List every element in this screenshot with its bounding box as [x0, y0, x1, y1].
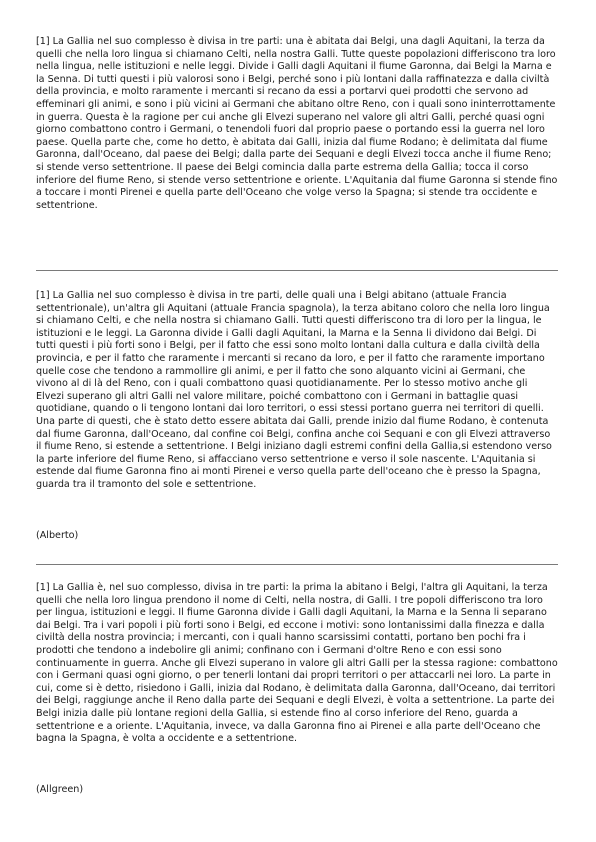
translation-3-text: [1] La Gallia è, nel suo complesso, divisa in tre parti: la prima la abitano i Belgi, l'altra gli Aquitani, la terza quelli che nella loro lingua prendono il nome di Celti, nella nostra, di Galli. I tre popoli differiscono tra loro per lingua, istituzioni e leggi. Il fiume Garonna divide i Galli dagli Aquitani, la Marna e la Senna li separano dai Belgi. Tra i vari popoli i più forti sono i Belgi, ed eccone i motivi: sono lontanissimi dalla finezza e dalla civiltà della nostra provincia; i mercanti, con i quali hanno scarsissimi contatti, portano ben pochi fra i prodotti che tendono a indebolire gli animi; confinano con i Germani d'oltre Reno e con essi sono continuamente in guerra. Anche gli Elvezi superano in valore gli altri Galli per la stessa ragione: combattono con i Germani quasi ogni giorno, o per tenerli lontani dai propri territori o per attaccarli nei loro. La parte in cui, come si è detto, risiedono i Galli, inizia dal Rodano, è delimitata dalla Garonna, dall'Oceano, dai territori dei Belgi, raggiunge anche il Reno dalla parte dei Sequani e degli Elvezi, è volta a settentrione. La parte dei Belgi inizia dalle più lontane regioni della Gallia, si estende fino al corso inferiore del Reno, guarda a settentrione e a oriente. L'Aquitania, invece, va dalla Garonna fino ai Pirenei e alla parte dell'Oceano che bagna la Spagna, è volta a occidente e a settentrione.	[36, 582, 558, 745]
translation-2-author: (Alberto)	[36, 530, 79, 541]
translation-2-text: [1] La Gallia nel suo complesso è divisa in tre parti, delle quali una i Belgi abitano (attuale Francia settentrionale), un'altra gli Aquitani (attuale Francia spagnola), la terza abitano coloro che nella loro lingua si chiamano Celti, e che nella nostra si chiamano Galli. Tutti questi differiscono tra di loro per la lingua, le istituzioni e le leggi. La Garonna divide i Galli dagli Aquitani, la Marna e la Senna li dividono dai Belgi. Di tutti questi i più forti sono i Belgi, per il fatto che essi sono molto lontani dalla cultura e dalla civiltà della provincia, e per il fatto che raramente i mercanti si recano da loro, e per il fatto che raramente importano quelle cose che tendono a rammollire gli animi, e per il fatto che sono alquanto vicini ai Germani, che vivono al di là del Reno, con i quali combattono quasi quotidianamente. Per lo stesso motivo anche gli Elvezi superano gli altri Galli nel valore militare, poiché combattono con i Germani in battaglie quasi quotidiane, quando o li tengono lontani dai loro territori, o essi stessi portano guerra nei territori di quelli. Una parte di questi, che è stato detto essere abitata dai Galli, prende inizio dal fiume Rodano, è contenuta dal fiume Garonna, dall'Oceano, dal confine coi Belgi, confina anche coi Sequani e con gli Elvezi attraverso il fiume Reno, si estende a settentrione. I Belgi iniziano dagli estremi confini della Gallia,si estendono verso la parte inferiore del fiume Reno, si affacciano verso settentrione e verso il sole nascente. L'Aquitania si estende dal fiume Garonna fino ai monti Pirenei e verso quella parte dell'oceano che è presso la Spagna, guarda tra il tramonto del sole e settentrione.	[36, 290, 552, 490]
translation-1-text: [1] La Gallia nel suo complesso è divisa in tre parti: una è abitata dai Belgi, una dagli Aquitani, la terza da quelli che nella loro lingua si chiamano Celti, nella nostra Galli. Tutte queste popolazioni differiscono tra loro nella lingua, nelle istituzioni e nelle leggi. Divide i Galli dagli Aquitani il fiume Garonna, dai Belgi la Marna e la Senna. Di tutti questi i più valorosi sono i Belgi, perché sono i più lontani dalla raffinatezza e dalla civiltà della provincia, e molto raramente i mercanti si recano da essi a portarvi quei prodotti che servono ad effeminari gli animi, e sono i più vicini ai Germani che abitano oltre Reno, con i quali sono ininterrottamente in guerra. Questa è la ragione per cui anche gli Elvezi superano nel valore gli altri Galli, perché quasi ogni giorno combattono contro i Germani, o tenendoli fuori dal proprio paese o portando essi la guerra nel loro paese. Quella parte che, come ho detto, è abitata dai Galli, inizia dal fiume Rodano; è delimitata dal fiume Garonna, dall'Oceano, dal paese dei Belgi; dalla parte dei Sequani e degli Elvezi tocca anche il fiume Reno; si stende verso settentrione. Il paese dei Belgi comincia dalla parte estrema della Gallia; tocca il corso inferiore del fiume Reno, si stende verso settentrione e oriente. L'Aquitania dal fiume Garonna si stende fino a toccare i monti Pirenei e quella parte dell'Oceano che volge verso la Spagna; si stende tra occidente e settentrione.	[36, 36, 558, 211]
separator-2	[36, 564, 558, 565]
translation-3-author: (Allgreen)	[36, 784, 84, 795]
separator-1	[36, 270, 558, 271]
